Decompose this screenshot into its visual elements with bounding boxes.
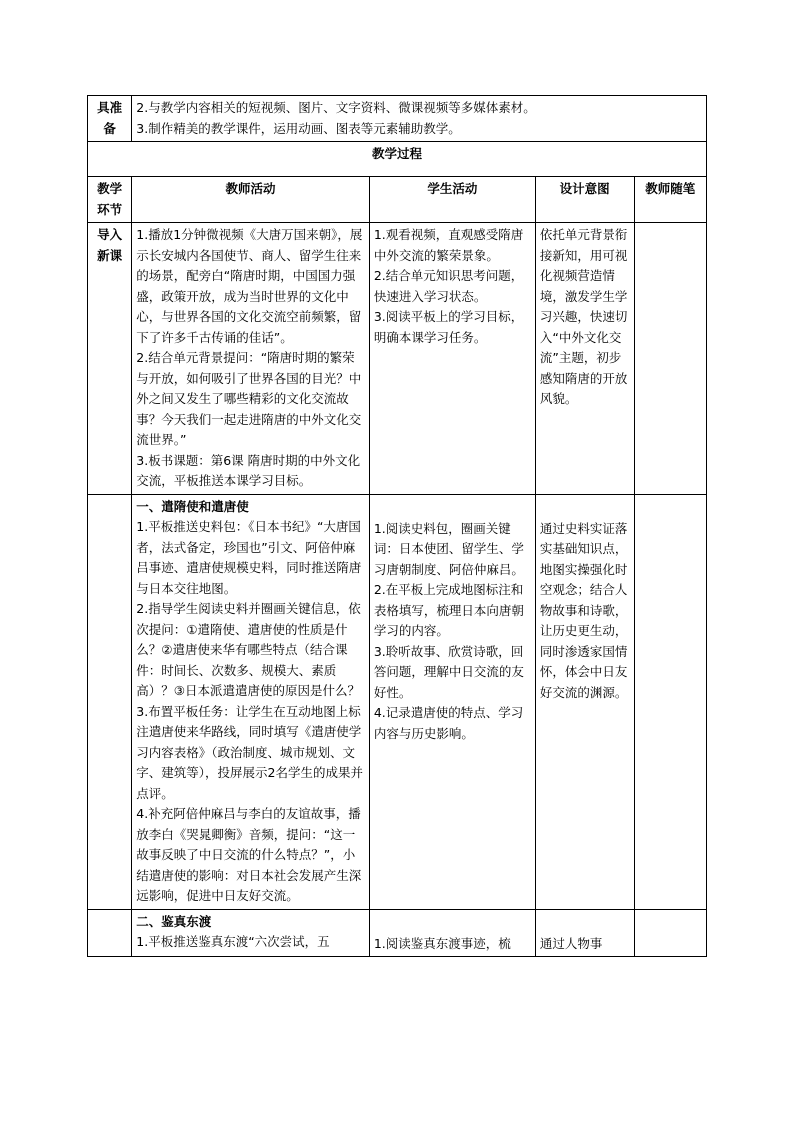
teacher-cell [132,223,370,495]
teacher-step: 1.播放1分钟微视频《大唐万国来朝》，展示长安城内各国使节、商人、留学生往来的场景，配旁白“隋唐时期，中国国力强盛，政策开放，成为当时世界的文化中心，与世界各国的文化交流空前频繁，留下了许多千古传诵的佳话”。 [136,227,363,345]
process-title-row [88,142,707,177]
student-cell [369,494,535,909]
header-row [88,177,707,223]
student-cell [369,909,535,957]
stage-cell [88,909,132,957]
teacher-step: 3.板书课题：第6课 隋唐时期的中外文化交流，平板推送本课学习目标。 [136,452,361,488]
header-design: 设计意图 [535,177,634,223]
header-student: 学生活动 [369,177,535,223]
header-stage: 教学环节 [88,177,132,223]
teacher-step: 1.平板推送史料包：《日本书纪》“大唐国者，法式备定，珍国也”引文、阿倍仲麻吕事迹、遣唐使规模史料，同时推送隋唐与日本交往地图。 [136,519,362,596]
table-row [88,223,707,495]
teacher-cell [132,909,370,957]
teacher-step: 1.平板推送鉴真东渡“六次尝试，五 [136,934,330,949]
lesson-plan-table [87,95,707,957]
stage-cell [88,494,132,909]
design-cell: 通过史料实证落实基础知识点，地图实操强化时空观念；结合人物故事和诗歌，让历史更生动，同时渗透家国情怀，体会中日友好交流的渊源。 [535,494,634,909]
teacher-step: 2.结合单元背景提问：“隋唐时期的繁荣与开放，如何吸引了世界各国的目光？中外之间又发生了哪些精彩的文化交流故事？今天我们一起走进隋唐的中外文化交流世界。” [136,350,362,447]
teacher-cell [132,494,370,909]
prep-content [132,96,707,142]
student-step: 2.在平板上完成地图标注和表格填写，梳理日本向唐朝学习的内容。 [373,582,524,638]
prep-label: 具准备 [88,96,132,142]
student-step: 2.结合单元知识思考问题，快速进入学习状态。 [373,268,524,304]
design-cell: 依托单元背景衔接新知，用可视化视频营造情境，激发学生学习兴趣，快速切入“中外文化交流”主题，初步感知隋唐的开放风貌。 [535,223,634,495]
teacher-step: 4.补充阿倍仲麻吕与李白的友谊故事，播放李白《哭晁卿衡》音频，提问：“这一故事反映了中日交流的什么特点？”，小结遣唐使的影响：对日本社会发展产生深远影响，促进中日友好交流。 [136,806,362,903]
student-step: 1.观看视频，直观感受隋唐中外交流的繁荣景象。 [373,227,524,263]
student-cell [369,223,535,495]
stage-cell: 导入新课 [88,223,132,495]
header-notes: 教师随笔 [634,177,707,223]
teacher-step: 3.布置平板任务：让学生在互动地图上标注遣唐使来华路线，同时填写《遣唐使学习内容表格》（政治制度、城市规划、文字、建筑等），投屏展示2名学生的成果并点评。 [136,703,363,801]
prep-row [88,96,707,142]
student-step: 4.记录遣唐使的特点、学习内容与历史影响。 [373,705,524,741]
design-cell: 通过人物事 [535,909,634,957]
table-row [88,494,707,909]
student-step: 3.阅读平板上的学习目标，明确本课学习任务。 [373,309,524,345]
notes-cell [634,494,707,909]
student-step: 3.聆听故事、欣赏诗歌，回答问题，理解中日交流的友好性。 [373,643,524,700]
student-step: 1.阅读鉴真东渡事迹，梳 [373,935,511,951]
prep-item: 2.与教学内容相关的短视频、图片、文字资料、微课视频等多媒体素材。 [136,100,536,115]
section-heading: 一、遣隋使和遣唐使 [136,498,249,514]
notes-cell [634,223,707,495]
table-row [88,909,707,957]
prep-item: 3.制作精美的教学课件，运用动画、图表等元素辅助教学。 [136,120,461,136]
section-heading: 二、鉴真东渡 [136,913,212,929]
header-teacher: 教师活动 [132,177,370,223]
student-step: 1.阅读史料包，圈画关键词：日本使团、留学生、学习唐朝制度、阿倍仲麻吕。 [373,520,524,577]
notes-cell [634,909,707,957]
process-title: 教学过程 [88,142,707,177]
teacher-step: 2.指导学生阅读史料并圈画关键信息，依次提问：①遣隋使、遣唐使的性质是什么？②遣唐使来华有哪些特点（结合课件：时间长、次数多、规模大、素质高）？③日本派遣遣唐使的原因是什么？ [136,601,361,698]
